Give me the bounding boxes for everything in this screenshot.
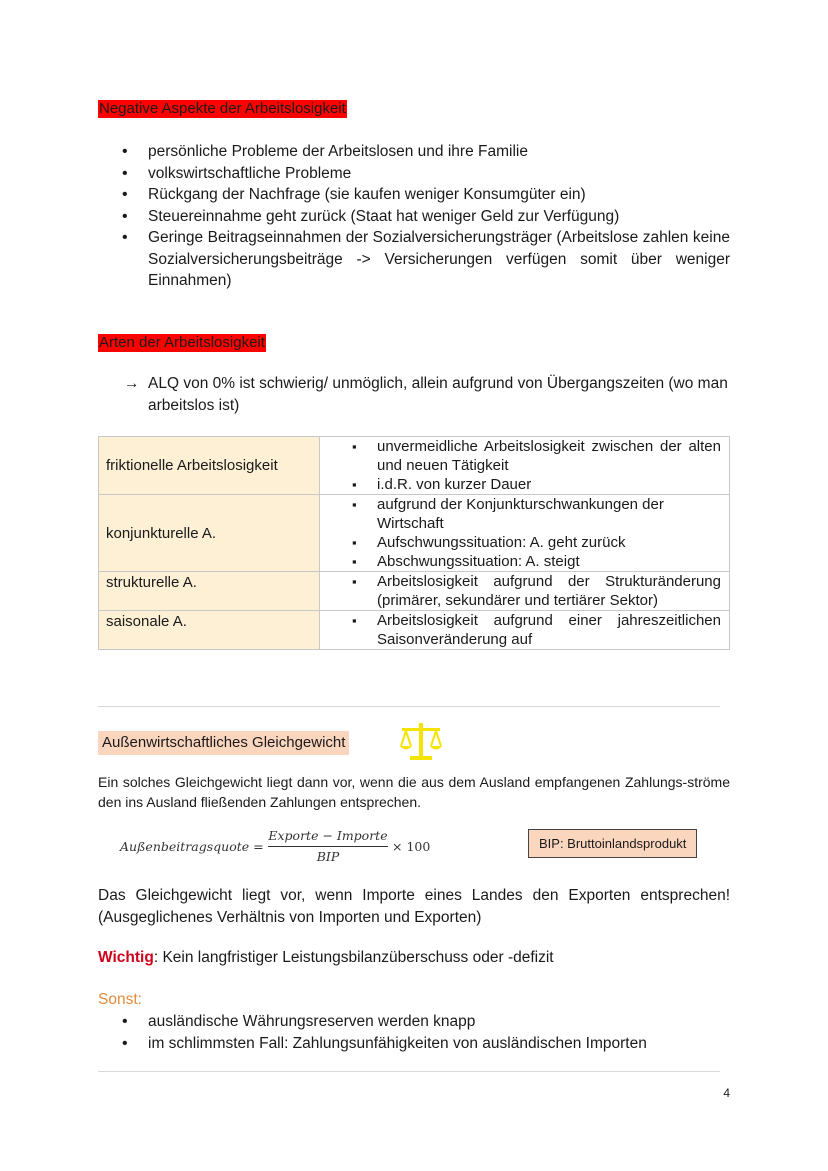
important-label: Wichtig	[98, 949, 154, 966]
equilibrium-intro: Ein solches Gleichgewicht liegt dann vor, wenn die aus dem Ausland empfangenen Zahlungs-ströme den ins Ausland fließenden Zahlungen entsprechen.	[98, 774, 730, 810]
fraction-bar	[268, 846, 388, 847]
equilibrium-heading: Außenwirtschaftliches Gleichgewicht	[98, 731, 349, 755]
negatives-list	[98, 141, 730, 292]
types-note-text: ALQ von 0% ist schwierig/ unmöglich, allein aufgrund von Übergangszeiten (wo man arbeitslos ist)	[148, 375, 728, 414]
list-item: • im schlimmsten Fall: Zahlungsunfähigkeiten von ausländischen Importen	[98, 1033, 730, 1055]
table-cell-points	[320, 437, 730, 495]
list-item: ▪ aufgrund der Konjunkturschwankungen der Wirtschaft	[320, 495, 729, 533]
list-item: ▪ Arbeitslosigkeit aufgrund einer jahreszeitlichen Saisonveränderung auf	[320, 611, 729, 649]
table-row	[99, 572, 730, 611]
section-divider	[98, 706, 720, 707]
list-item: • Steuereinnahme geht zurück (Staat hat weniger Geld zur Verfügung)	[98, 206, 730, 228]
unemployment-types-table	[98, 436, 730, 650]
table-cell-points	[320, 495, 730, 572]
arrow-right-icon: →	[124, 375, 140, 392]
important-line	[98, 947, 554, 969]
table-cell-type: saisonale A.	[99, 611, 320, 650]
table-cell-points	[320, 611, 730, 650]
formula-lhs: Außenbeitragsquote =	[120, 839, 264, 854]
bip-note-box: BIP: Bruttoinlandsprodukt	[528, 829, 697, 858]
formula-factor: × 100	[392, 839, 431, 854]
list-item: ▪ Arbeitslosigkeit aufgrund der Strukturänderung (primärer, sekundärer und tertiärer Sektor)	[320, 572, 729, 610]
list-item: • volkswirtschaftliche Probleme	[98, 163, 730, 185]
formula	[120, 826, 440, 868]
negatives-heading: Negative Aspekte der Arbeitslosigkeit	[99, 100, 346, 117]
table-cell-type: strukturelle A.	[99, 572, 320, 611]
page-number: 4	[723, 1086, 730, 1100]
footer-divider	[98, 1071, 720, 1072]
list-item: • Geringe Beitragseinnahmen der Sozialversicherungsträger (Arbeitslose zahlen keine Sozialversicherungsbeiträge -> Versicherungen verfügen somit über weniger Einnahmen)	[98, 227, 730, 292]
list-item: ▪ Abschwungssituation: A. steigt	[320, 552, 729, 571]
otherwise-list	[98, 1011, 730, 1054]
formula-numerator: Exporte − Importe	[268, 828, 388, 843]
formula-denominator: BIP	[316, 849, 340, 864]
list-item: ▪ i.d.R. von kurzer Dauer	[320, 475, 729, 494]
list-item: ▪ Aufschwungssituation: A. geht zurück	[320, 533, 729, 552]
table-row	[99, 437, 730, 495]
scales-icon	[398, 719, 444, 765]
equilibrium-statement: Das Gleichgewicht liegt vor, wenn Importe eines Landes den Exporten entsprechen! (Ausgeglichenes Verhältnis von Importen und Exporten)	[98, 887, 730, 926]
otherwise-label: Sonst:	[98, 991, 142, 1008]
list-item: • Rückgang der Nachfrage (sie kaufen weniger Konsumgüter ein)	[98, 184, 730, 206]
table-cell-points	[320, 572, 730, 611]
list-item: • ausländische Währungsreserven werden knapp	[98, 1011, 730, 1033]
important-text: : Kein langfristiger Leistungsbilanzüberschuss oder -defizit	[153, 949, 554, 966]
table-cell-type: friktionelle Arbeitslosigkeit	[99, 437, 320, 495]
list-item: • persönliche Probleme der Arbeitslosen und ihre Familie	[98, 141, 730, 163]
table-row	[99, 495, 730, 572]
table-row	[99, 611, 730, 650]
list-item: ▪ unvermeidliche Arbeitslosigkeit zwischen der alten und neuen Tätigkeit	[320, 437, 729, 475]
types-heading: Arten der Arbeitslosigkeit	[99, 334, 265, 351]
table-cell-type: konjunkturelle A.	[99, 495, 320, 572]
types-note	[124, 373, 730, 416]
